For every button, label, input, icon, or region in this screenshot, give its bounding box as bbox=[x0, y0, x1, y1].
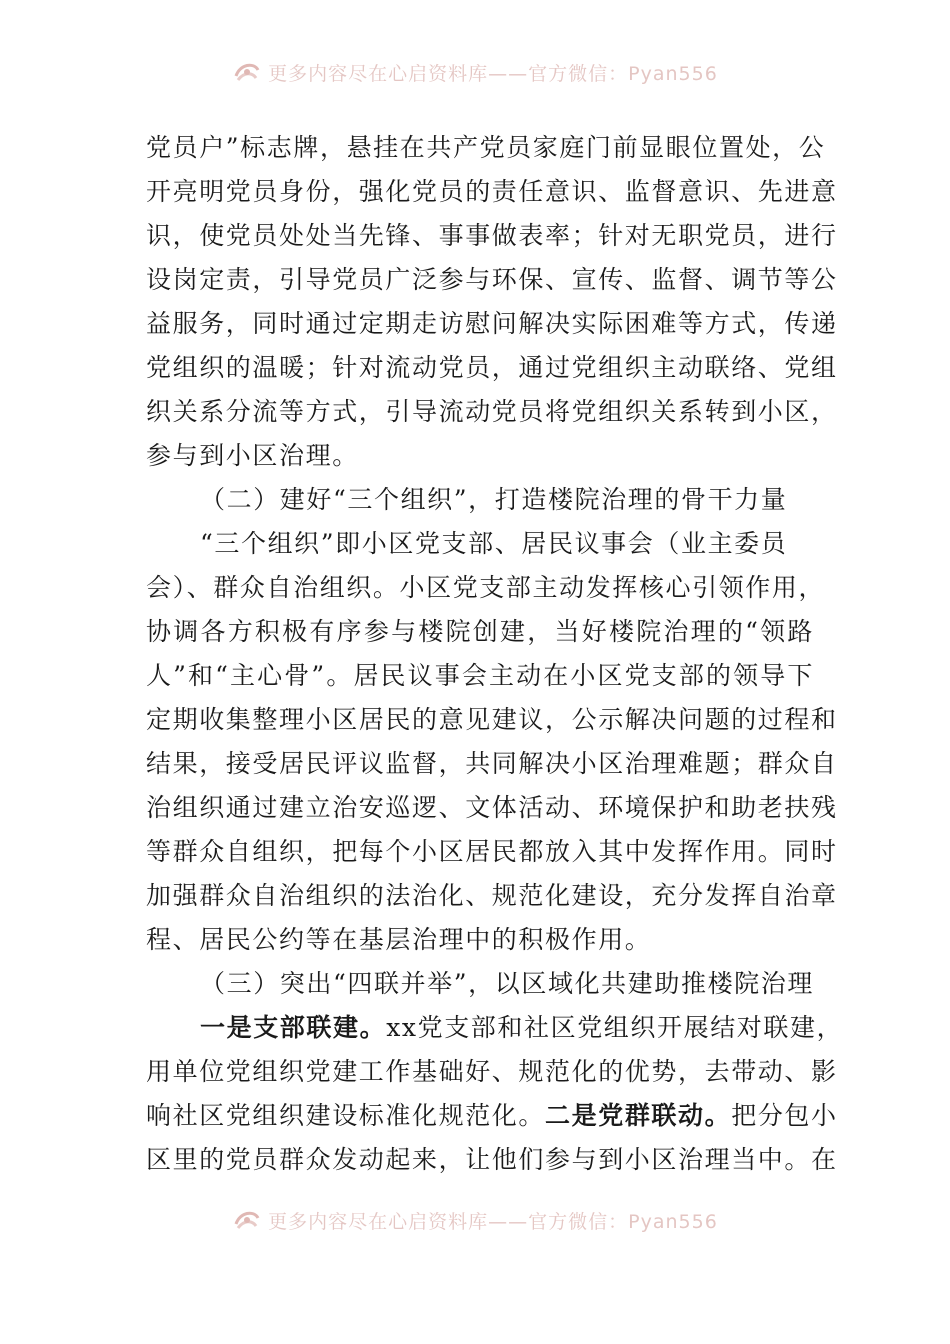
text-line: 治组织通过建立治安巡逻、文体活动、环境保护和助老扶残 bbox=[146, 793, 838, 822]
text-line: 设岗定责，引导党员广泛参与环保、宣传、监督、调节等公 bbox=[146, 265, 838, 294]
text-line: 等群众自组织，把每个小区居民都放入其中发挥作用。同时 bbox=[146, 837, 838, 866]
text-line: 党员户”标志牌，悬挂在共产党员家庭门前显眼位置处，公 bbox=[146, 133, 826, 162]
text-line: 定期收集整理小区居民的意见建议，公示解决问题的过程和 bbox=[146, 705, 838, 734]
document-body bbox=[146, 126, 844, 1182]
text-line: 加强群众自治组织的法治化、规范化建设，充分发挥自治章 bbox=[146, 881, 838, 910]
watermark-text: 更多内容尽在心启资料库——官方微信：Pyan556 bbox=[268, 62, 718, 85]
text-run: 把分包小 bbox=[731, 1101, 838, 1130]
text-line: 会）、群众自治组织。小区党支部主动发挥核心引领作用， bbox=[146, 573, 826, 602]
paragraph-three-organizations bbox=[146, 522, 838, 962]
text-run: 响社区党组织建设标准化规范化。 bbox=[146, 1101, 546, 1130]
text-line: 人”和“主心骨”。居民议事会主动在小区党支部的领导下 bbox=[146, 661, 814, 690]
text-line: 织关系分流等方式，引导流动党员将党组织关系转到小区， bbox=[146, 397, 838, 426]
section-heading-three: （三）突出“四联并举”，以区域化共建助推楼院治理 bbox=[200, 969, 814, 998]
text-line bbox=[146, 1094, 838, 1138]
text-line: 结果，接受居民评议监督，共同解决小区治理难题；群众自 bbox=[146, 749, 838, 778]
text-line: 开亮明党员身份，强化党员的责任意识、监督意识、先进意 bbox=[146, 177, 838, 206]
swirl-logo-icon bbox=[232, 1208, 262, 1232]
text-line: 区里的党员群众发动起来，让他们参与到小区治理当中。在 bbox=[146, 1145, 838, 1174]
watermark-banner bbox=[232, 1207, 718, 1234]
text-line: 协调各方积极有序参与楼院创建，当好楼院治理的“领路 bbox=[146, 617, 814, 646]
paragraph-four-links bbox=[146, 1006, 844, 1182]
text-line: 程、居民公约等在基层治理中的积极作用。 bbox=[146, 925, 652, 954]
text-line: 益服务，同时通过定期走访慰问解决实际困难等方式，传递 bbox=[146, 309, 838, 338]
watermark-text: 更多内容尽在心启资料库——官方微信：Pyan556 bbox=[268, 1210, 718, 1233]
watermark-banner bbox=[232, 59, 718, 86]
section-heading-two: （二）建好“三个组织”，打造楼院治理的骨干力量 bbox=[200, 485, 788, 514]
text-line: 党组织的温暖；针对流动党员，通过党组织主动联络、党组 bbox=[146, 353, 838, 382]
bold-lead: 二是党群联动。 bbox=[545, 1101, 732, 1130]
text-line: 识，使党员处处当先锋、事事做表率；针对无职党员，进行 bbox=[146, 221, 838, 250]
text-run: xx党支部和社区党组织开展结对联建， bbox=[386, 1013, 844, 1042]
text-line bbox=[146, 1006, 844, 1050]
paragraph-party-members bbox=[146, 126, 838, 478]
text-line: 参与到小区治理。 bbox=[146, 441, 359, 470]
bold-lead: 一是支部联建。 bbox=[200, 1013, 387, 1042]
swirl-logo-icon bbox=[232, 60, 262, 84]
text-line: 用单位党组织党建工作基础好、规范化的优势，去带动、影 bbox=[146, 1057, 838, 1086]
text-line: “三个组织”即小区党支部、居民议事会（业主委员 bbox=[200, 529, 788, 558]
page-header-watermark bbox=[0, 52, 950, 92]
page-footer-watermark bbox=[0, 1200, 950, 1240]
